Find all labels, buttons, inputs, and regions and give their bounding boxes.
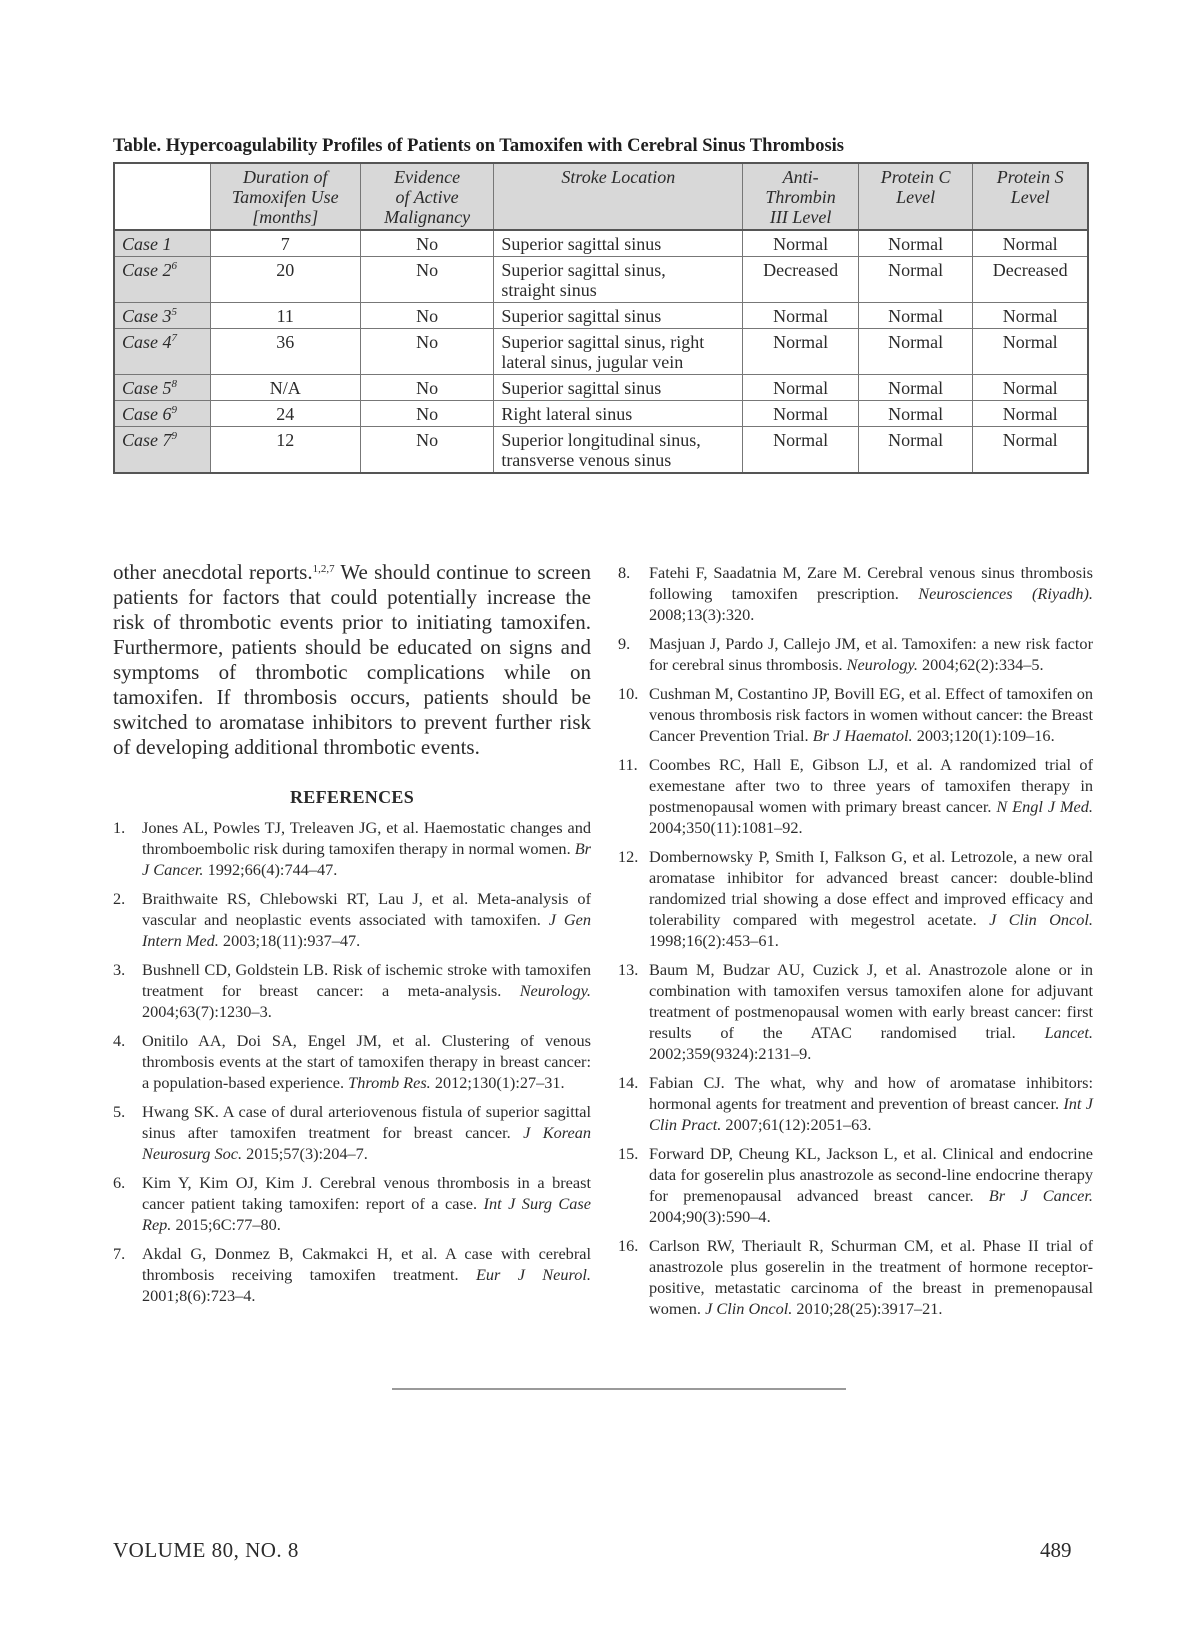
body-paragraph: other anecdotal reports.$^{1,2,7}$ We should continue to screen patients for factors that could potentially increase the risk of thrombotic events prior to initiating tamoxifen. Furthermore, patients should be educated on signs and symptoms of thrombotic complications while on tamoxifen. If thrombosis occurs, patients should be switched to aromatase inhibitors to prevent further risk of developing additional thrombotic events. bbox=[113, 560, 591, 759]
duration-cell: 24 bbox=[210, 401, 360, 427]
page-number: 489 bbox=[1040, 1538, 1072, 1562]
antithrombin-cell: Decreased bbox=[743, 257, 859, 303]
protein-c-cell: Normal bbox=[858, 329, 973, 375]
antithrombin-cell: Normal bbox=[743, 375, 859, 401]
reference-item: 3. Bushnell CD, Goldstein LB. Risk of ischemic stroke with tamoxifen treatment for breast cancer: a meta-analysis. Neurology. 2004;63(7):1230–3. bbox=[113, 960, 591, 1021]
table-row bbox=[114, 329, 1088, 375]
case-label: Case $4^7$ bbox=[114, 329, 210, 375]
header-antithrombin: Anti- Thrombin III Level bbox=[743, 163, 859, 230]
reference-item: 11. Coombes RC, Hall E, Gibson LJ, et al. A randomized trial of exemestane after two to three years of tamoxifen therapy in postmenopausal women with primary breast cancer. N Engl J Med. 2004;350(11):1081–92. bbox=[618, 755, 1093, 837]
antithrombin-cell: Normal bbox=[743, 329, 859, 375]
reference-item: 2. Braithwaite RS, Chlebowski RT, Lau J, et al. Meta-analysis of vascular and neoplastic events associated with tamoxifen. J Gen Intern Med. 2003;18(11):937–47. bbox=[113, 889, 591, 950]
protein-c-cell: Normal bbox=[858, 401, 973, 427]
table-row bbox=[114, 401, 1088, 427]
case-label: Case $5^8$ bbox=[114, 375, 210, 401]
protein-c-cell: Normal bbox=[858, 375, 973, 401]
reference-item: 16. Carlson RW, Theriault R, Schurman CM, et al. Phase II trial of anastrozole plus goserelin in the treatment of hormone receptor-positive, metastatic carcinoma of the breast in premenopausal women. J Clin Oncol. 2010;28(25):3917–21. bbox=[618, 1236, 1093, 1318]
malignancy-cell: No bbox=[360, 401, 493, 427]
reference-item: 1. Jones AL, Powles TJ, Treleaven JG, et al. Haemostatic changes and thromboembolic risk during tamoxifen therapy in normal women. Br J Cancer. 1992;66(4):744–47. bbox=[113, 818, 591, 879]
header-duration: Duration of Tamoxifen Use [months] bbox=[210, 163, 360, 230]
malignancy-cell: No bbox=[360, 329, 493, 375]
table-row bbox=[114, 257, 1088, 303]
malignancy-cell: No bbox=[360, 303, 493, 329]
protein-s-cell: Decreased bbox=[973, 257, 1088, 303]
case-label: Case $6^9$ bbox=[114, 401, 210, 427]
location-cell: Superior sagittal sinus bbox=[494, 303, 743, 329]
reference-item: 8. Fatehi F, Saadatnia M, Zare M. Cerebral venous sinus thrombosis following tamoxifen prescription. Neurosciences (Riyadh). 2008;13(3):320. bbox=[618, 563, 1093, 624]
reference-item: 9. Masjuan J, Pardo J, Callejo JM, et al. Tamoxifen: a new risk factor for cerebral sinus thrombosis. Neurology. 2004;62(2):334–5. bbox=[618, 634, 1093, 674]
malignancy-cell: No bbox=[360, 230, 493, 257]
malignancy-cell: No bbox=[360, 427, 493, 474]
section-divider bbox=[392, 1388, 846, 1390]
location-cell: Right lateral sinus bbox=[494, 401, 743, 427]
header-evidence: Evidence of Active Malignancy bbox=[360, 163, 493, 230]
reference-item: 14. Fabian CJ. The what, why and how of aromatase inhibitors: hormonal agents for treatment and prevention of breast cancer. Int J Clin Pract. 2007;61(12):2051–63. bbox=[618, 1073, 1093, 1134]
protein-c-cell: Normal bbox=[858, 257, 973, 303]
duration-cell: 7 bbox=[210, 230, 360, 257]
reference-item: 5. Hwang SK. A case of dural arteriovenous fistula of superior sagittal sinus after tamoxifen treatment for breast cancer. J Korean Neurosurg Soc. 2015;57(3):204–7. bbox=[113, 1102, 591, 1163]
protein-s-cell: Normal bbox=[973, 230, 1088, 257]
protein-s-cell: Normal bbox=[973, 303, 1088, 329]
protein-s-cell: Normal bbox=[973, 401, 1088, 427]
antithrombin-cell: Normal bbox=[743, 303, 859, 329]
duration-cell: 36 bbox=[210, 329, 360, 375]
location-cell: Superior sagittal sinus, straight sinus bbox=[494, 257, 743, 303]
reference-item: 10. Cushman M, Costantino JP, Bovill EG, et al. Effect of tamoxifen on venous thrombosis risk factors in women without cancer: the Breast Cancer Prevention Trial. Br J Haematol. 2003;120(1):109–16. bbox=[618, 684, 1093, 745]
header-blank-cell bbox=[114, 163, 210, 230]
protein-s-cell: Normal bbox=[973, 375, 1088, 401]
location-cell: Superior sagittal sinus bbox=[494, 230, 743, 257]
malignancy-cell: No bbox=[360, 257, 493, 303]
duration-cell: 12 bbox=[210, 427, 360, 474]
table-row bbox=[114, 375, 1088, 401]
header-stroke-location: Stroke Location bbox=[494, 163, 743, 230]
table-title: Table. Hypercoagulability Profiles of Patients on Tamoxifen with Cerebral Sinus Thrombosis bbox=[113, 136, 845, 156]
left-column bbox=[113, 560, 591, 1314]
reference-item: 7. Akdal G, Donmez B, Cakmakci H, et al. A case with cerebral thrombosis receiving tamoxifen treatment. Eur J Neurol. 2001;8(6):723–4. bbox=[113, 1244, 591, 1305]
protein-s-cell: Normal bbox=[973, 427, 1088, 474]
hypercoagulability-table bbox=[113, 162, 1089, 474]
protein-c-cell: Normal bbox=[858, 427, 973, 474]
duration-cell: 11 bbox=[210, 303, 360, 329]
location-cell: Superior sagittal sinus, right lateral sinus, jugular vein bbox=[494, 329, 743, 375]
reference-item: 13. Baum M, Budzar AU, Cuzick J, et al. Anastrozole alone or in combination with tamoxifen versus tamoxifen alone for adjuvant treatment of postmenopausal women with early breast cancer: first results of the ATAC randomised trial. Lancet. 2002;359(9324):2131–9. bbox=[618, 960, 1093, 1063]
duration-cell: 20 bbox=[210, 257, 360, 303]
table-row bbox=[114, 303, 1088, 329]
volume-footer: VOLUME 80, NO. 8 bbox=[113, 1538, 299, 1562]
table-row bbox=[114, 230, 1088, 257]
reference-item: 6. Kim Y, Kim OJ, Kim J. Cerebral venous thrombosis in a breast cancer patient taking tamoxifen: report of a case. Int J Surg Case Rep. 2015;6C:77–80. bbox=[113, 1173, 591, 1234]
location-cell: Superior longitudinal sinus, transverse venous sinus bbox=[494, 427, 743, 474]
table-header-row bbox=[114, 163, 1088, 230]
duration-cell: N/A bbox=[210, 375, 360, 401]
right-column bbox=[618, 562, 1093, 1327]
location-cell: Superior sagittal sinus bbox=[494, 375, 743, 401]
case-label: Case 1 bbox=[114, 230, 210, 257]
protein-c-cell: Normal bbox=[858, 230, 973, 257]
references-heading: REFERENCES bbox=[289, 787, 415, 807]
reference-item: 4. Onitilo AA, Doi SA, Engel JM, et al. Clustering of venous thrombosis events at the start of tamoxifen therapy in breast cancer: a population-based experience. Thromb Res. 2012;130(1):27–31. bbox=[113, 1031, 591, 1092]
table-row bbox=[114, 427, 1088, 474]
protein-s-cell: Normal bbox=[973, 329, 1088, 375]
reference-item: 12. Dombernowsky P, Smith I, Falkson G, et al. Letrozole, a new oral aromatase inhibitor for advanced breast cancer: double-blind randomized trial showing a dose effect and improved efficacy and tolerability compared with megestrol acetate. J Clin Oncol. 1998;16(2):453–61. bbox=[618, 847, 1094, 950]
antithrombin-cell: Normal bbox=[743, 230, 859, 257]
case-label: Case $3^5$ bbox=[114, 303, 210, 329]
protein-c-cell: Normal bbox=[858, 303, 973, 329]
header-protein-c: Protein C Level bbox=[858, 163, 973, 230]
header-protein-s: Protein S Level bbox=[973, 163, 1088, 230]
reference-item: 15. Forward DP, Cheung KL, Jackson L, et al. Clinical and endocrine data for goserelin plus anastrozole as second-line endocrine therapy for premenopausal advanced breast cancer. Br J Cancer. 2004;90(3):590–4. bbox=[618, 1144, 1094, 1226]
antithrombin-cell: Normal bbox=[743, 427, 859, 474]
antithrombin-cell: Normal bbox=[743, 401, 859, 427]
case-label: Case $2^6$ bbox=[114, 257, 210, 303]
malignancy-cell: No bbox=[360, 375, 493, 401]
case-label: Case $7^9$ bbox=[114, 427, 210, 474]
